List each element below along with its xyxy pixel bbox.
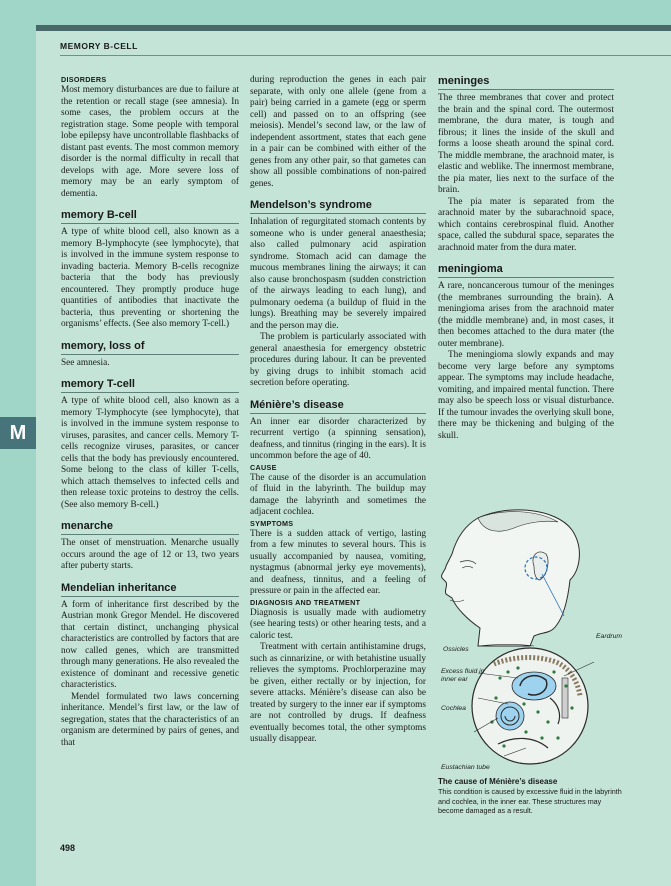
paragraph-mendelian-1: A form of inheritance first described by the Austrian monk Gregor Mendel. He discovered that certain distinct, unchanging physical characteristics are controlled by factors that are now called genes, which are transmitted through many generations. He also revealed the existence of dominant and recessive genetic characteristics. <box>61 599 239 690</box>
headword-mendelian-inheritance: Mendelian inheritance <box>61 582 239 597</box>
section-tab-letter: M <box>9 422 27 444</box>
headword-memory-loss: memory, loss of <box>61 340 239 355</box>
paragraph-cause: The cause of the disorder is an accumulation of fluid in the labyrinth. The buildup may damage the labyrinth and sometimes the adjacent cochlea. <box>250 472 426 517</box>
paragraph-diagnosis-1: Diagnosis is usually made with audiometry (see hearing tests) or other hearing tests, and a caloric test. <box>250 607 426 641</box>
column-2 <box>250 75 426 746</box>
label-eustachian-tube: Eustachian tube <box>441 764 490 771</box>
paragraph-menarche: The onset of menstruation. Menarche usually occurs around the age of 12 or 13, two years after puberty starts. <box>61 538 239 571</box>
paragraph-mendelson-2: The problem is particularly associated with general anaesthesia for emergency obstetric procedures during labour. It can be prevented by giving drugs to inhibit stomach acid secretion before operating. <box>250 332 426 388</box>
headword-meningioma: meningioma <box>438 263 614 278</box>
running-head-rule <box>60 55 671 56</box>
paragraph-symptoms: There is a sudden attack of vertigo, lasting from a few minutes to several hours. This is usually accompanied by nausea, vomiting, nystagmus (abnormal jerky eye movements), and deafness, tinnitus, and a feeling of pressure or pain in the affected ear. <box>250 528 426 596</box>
paragraph-memory-b-cell: A type of white blood cell, also known as a memory B-lymphocyte (see lymphocyte), that is involved in the immune system response to invading bacteria. Memory B-cells recognize bacteria that the body has previously encountered. They promptly produce huge quantities of antibodies that inactivate the bacteria, thus preventing or shortening the organisms’ effects. (See also memory T-cell.) <box>61 227 239 329</box>
paragraph-meniere: An inner ear disorder characterized by recurrent vertigo (a spinning sensation), deafness, and tinnitus (ringing in the ears). It is uncommon before the age of 40. <box>250 416 426 461</box>
label-ossicles: Ossicles <box>443 646 469 653</box>
running-head: MEMORY B-CELL <box>60 41 138 51</box>
paragraph-meninges-1: The three membranes that cover and protect the brain and the spinal cord. The outermost membrane, the dura mater, is tough and fibrous; it lines the inside of the skull and forms a loose sheath around the spinal cord. The middle membrane, the arachnoid mater, is elastic and weblike. The innermost membrane, the pia mater, lies next to the surface of the brain. <box>438 93 614 195</box>
head-profile-drawing <box>442 510 580 646</box>
paragraph-disorders: Most memory disturbances are due to failure at the retention or recall stage (see amnesia). In some cases, the problem occurs at the registration stage. Some people with temporal lobe epilepsy have uncontrollable flashbacks of distant past events. The most common memory disorder is the normal difficulty in recall that develops with age. More severe loss of memory may be an early symptom of dementia. <box>61 85 239 199</box>
top-band <box>36 25 671 31</box>
paragraph-meningioma-2: The meningioma slowly expands and may become very large before any symptoms appear. The symptoms may include headache, vomiting, and impaired mental function. There may also be speech loss or visual disturbance. If the tumour invades the overlying skull bone, there may be thickening and bulging of the skull. <box>438 350 614 441</box>
subhead-cause: CAUSE <box>250 462 277 472</box>
paragraph-meningioma-1: A rare, noncancerous tumour of the meninges (the membranes surrounding the brain). A meningioma arises from the arachnoid mater (the middle membrane) and, in most cases, it then becomes attached to the dura mater (the outer membrane). <box>438 281 614 349</box>
figure-caption-title: The cause of Ménière’s disease <box>438 777 558 786</box>
paragraph-meninges-2: The pia mater is separated from the arachnoid mater by the subarachnoid space, which contains cerebrospinal fluid. Another space, called the subdural space, separates the arachnoid mater from the dura mater. <box>438 196 614 253</box>
column-3 <box>438 75 614 442</box>
paragraph-diagnosis-2: Treatment with certain antihistamine drugs, such as cinnarizine, or with betahistine usually relieves the symptoms. Prochlorperazine may be given, either rectally or by injection, for severe attacks. Ménière’s disease can also be treated by surgery to the inner ear if symptoms are not controlled by drugs. If deafness eventually becomes total, the other symptoms usually disappear. <box>250 642 426 744</box>
headword-menieres-disease: Ménière’s disease <box>250 399 426 414</box>
headword-menarche: menarche <box>61 520 239 535</box>
headword-memory-t-cell: memory T-cell <box>61 378 239 393</box>
figure-caption-text: This condition is caused by excessive fluid in the labyrinth and cochlea, in the inner ear. These structures may become damaged as a result. <box>438 787 622 815</box>
paragraph-mendelian-cont: during reproduction the genes in each pair separate, with only one allele (gene from a pair) being carried in a gamete (egg or sperm cell) and passed on to an offspring (see meiosis). Mendel’s second law, or the law of independent assortment, states that each gene in a pair can be combined with either of the genes from any other pair, so that gametes can show all possible combinations of non-paired genes. <box>250 75 426 189</box>
label-excess-fluid: Excess fluid in inner ear <box>441 668 485 683</box>
paragraph-memory-loss: See amnesia. <box>61 357 110 368</box>
inner-ear-illustration <box>438 508 614 768</box>
headword-meninges: meninges <box>438 75 614 90</box>
page <box>36 25 671 886</box>
paragraph-memory-t-cell: A type of white blood cell, also known as a memory T-lymphocyte (see lymphocyte), that is involved in the immune system response to viruses, parasites, and cancer cells. Memory T-cells recognize viruses, parasites, or cancer cells that the body has previously encountered. Some belong to the class of killer T-cells, which attach themselves to infected cells and then release toxic proteins to destroy the cells. (See also memory B-cell.) <box>61 396 239 510</box>
paragraph-mendelson-1: Inhalation of regurgitated stomach contents by someone who is under general anaesthesia; also called pulmonary acid aspiration syndrome. Stomach acid can damage the mucous membranes lining the airways; it can also cause bronchospasm (sudden constriction of the airways leading to each lung), and pulmonary oedema (a buildup of fluid in the lungs). Breathing may be severely impaired and the person may die. <box>250 217 426 331</box>
subhead-diagnosis: DIAGNOSIS AND TREATMENT <box>250 597 361 607</box>
magnified-inner-ear <box>472 648 588 764</box>
label-eardrum: Eardrum <box>596 633 623 640</box>
subhead-disorders: DISORDERS <box>61 75 107 84</box>
label-cochlea: Cochlea <box>441 705 466 712</box>
column-1 <box>61 75 239 749</box>
headword-mendelsons-syndrome: Mendelson’s syndrome <box>250 199 426 214</box>
paragraph-mendelian-2: Mendel formulated two laws concerning inheritance. Mendel’s first law, or the law of segregation, states that the characteristics of an organism are determined by pairs of genes, and that <box>61 691 239 748</box>
headword-memory-b-cell: memory B-cell <box>61 209 239 224</box>
subhead-symptoms: SYMPTOMS <box>250 518 294 528</box>
page-number: 498 <box>60 843 76 853</box>
